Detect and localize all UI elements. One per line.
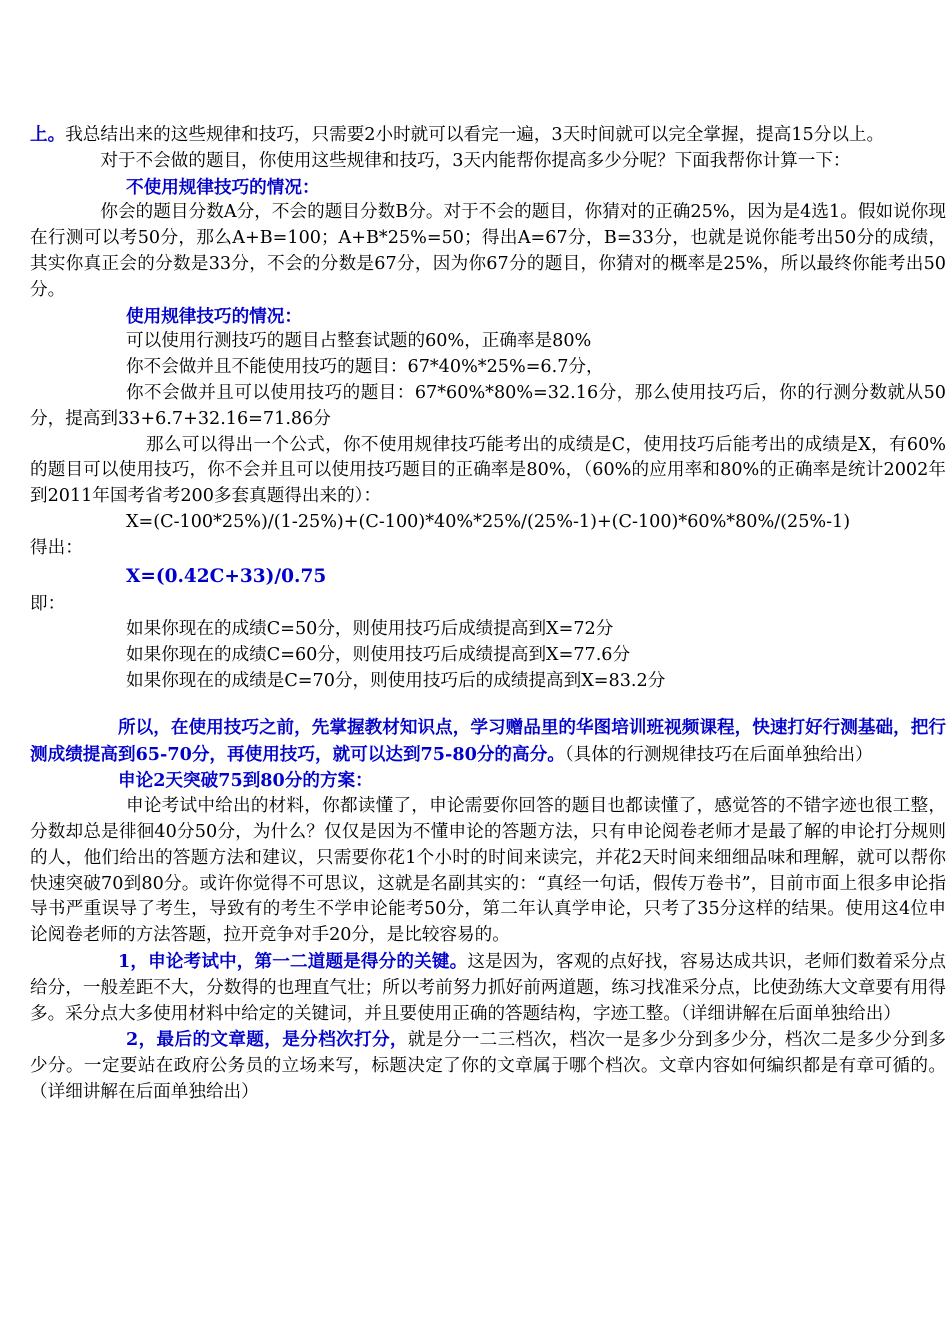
point-1-bold: 1，申论考试中，第一二道题是得分的关键。 bbox=[118, 950, 468, 972]
lead-text: 上。 bbox=[30, 124, 66, 145]
paragraph-no-skill: 你会的题目分数A分，不会的题目分数B分。对于不会的题目，你猜对的正确25%，因为是4选1。假如说你现在行测可以考50分，那么A+B=100；A+B*25%=50；得出A=67分，B=33分，也就是说你能考出50分的成绩，其实你真正会的分数是33分，不会的分数是67分，因为你67分的题目，你猜对的概率是25%，所以最终你能考出50分。 bbox=[30, 202, 946, 300]
heading-shenlun: 申论2天突破75到80分的方案： bbox=[118, 770, 373, 792]
result-line-3: 如果你现在的成绩是C=70分，则使用技巧后的成绩提高到X=83.2分 bbox=[126, 670, 666, 691]
intro-text: 我总结出来的这些规律和技巧，只需要2小时就可以看完一遍，3天时间就可以完全掌握，提高15分以上。 bbox=[65, 125, 885, 145]
result-line-2: 如果你现在的成绩C=60分，则使用技巧后成绩提高到X=77.6分 bbox=[126, 645, 631, 666]
spacer bbox=[30, 695, 946, 715]
skill-line-1: 可以使用行测技巧的题目占整套试题的60%，正确率是80% bbox=[126, 331, 592, 352]
result-line-1: 如果你现在的成绩C=50分，则使用技巧后成绩提高到X=72分 bbox=[126, 619, 614, 640]
skill-line-3: 你不会做并且可以使用技巧的题目：67*60%*80%=32.16分，那么使用技巧后，你的行测分数就从50分，提高到33+6.7+32.16=71.86分 bbox=[30, 382, 946, 429]
label-de-chu: 得出： bbox=[30, 537, 83, 558]
heading-no-skill: 不使用规律技巧的情况： bbox=[126, 176, 320, 198]
formula-full: X=(C-100*25%)/(1-25%)+(C-100)*40%*25%/(25%-1)+(C-100)*60%*80%/(25%-1) bbox=[126, 511, 851, 532]
skill-line-2: 你不会做并且不能使用技巧的题目：67*40%*25%=6.7分， bbox=[126, 357, 604, 378]
label-ji: 即： bbox=[30, 593, 66, 614]
point-2-rest: 就是分一二三档次，档次一是多少分到多少分，档次二是多少分到多少分。一定要站在政府公务员的立场来写，标题决定了你的文章属于哪个档次。文章内容如何编织都是有章可循的。（详细讲解在后面单独给出） bbox=[30, 1030, 946, 1102]
conclusion-bold: 所以，在使用技巧之前，先掌握教材知识点，学习赠品里的华图培训班视频课程，快速打好行测基础，把行测成绩提高到65-70分，再使用技巧，就可以达到75-80分的高分。 bbox=[30, 716, 946, 765]
heading-skill: 使用规律技巧的情况： bbox=[126, 305, 302, 327]
formula-simplified: X=(0.42C+33)/0.75 bbox=[126, 565, 327, 587]
paragraph-calc-intro: 对于不会做的题目，你使用这些规律和技巧，3天内能帮你提高多少分呢？下面我帮你计算一下： bbox=[100, 150, 851, 171]
point-1-rest: 这是因为，客观的点好找，容易达成共识，老师们数着采分点给分，一般差距不大，分数得的也理直气壮；所以考前努力抓好前两道题，练习找准采分点，比使劲练大文章要有用得多。采分点大多使用材料中给定的关键词，并且要使用正确的答题结构，字迹工整。（详细讲解在后面单独给出） bbox=[30, 951, 946, 1024]
point-2-bold: 2，最后的文章题，是分档次打分， bbox=[126, 1029, 408, 1051]
paragraph-formula-intro: 那么可以得出一个公式，你不使用规律技巧能考出的成绩是C，使用技巧后能考出的成绩是X，有60%的题目可以使用技巧，你不会并且可以使用技巧题目的正确率是80%，（60%的应用率和80%的正确率是统计2002年到2011年国考省考200多套真题得出来的）： bbox=[30, 434, 946, 507]
paragraph-point-2 bbox=[30, 1027, 946, 1105]
paragraph-intro bbox=[30, 122, 946, 149]
conclusion-rest: （具体的行测规律技巧在后面单独给出） bbox=[564, 744, 873, 765]
paragraph-shenlun: 申论考试中给出的材料，你都读懂了，申论需要你回答的题目也都读懂了，感觉答的不错字迹也很工整，分数却总是徘徊40分50分，为什么？仅仅是因为不懂申论的答题方法，只有申论阅卷老师才是最了解的申论打分规则的人，他们给出的答题方法和建议，只需要你花1个小时的时间来读完，并花2天时间来细细品味和理解，就可以帮你快速突破70到80分。或许你觉得不可思议，这就是名副其实的：“真经一句话，假传万卷书”，目前市面上很多申论指导书严重误导了考生，导致有的考生不学申论能考50分，第二年认真学申论，只考了35分这样的结果。使用这4位申论阅卷老师的方法答题，拉开竞争对手20分，是比较容易的。 bbox=[30, 796, 946, 946]
paragraph-point-1 bbox=[30, 949, 946, 1027]
paragraph-conclusion bbox=[30, 715, 946, 769]
